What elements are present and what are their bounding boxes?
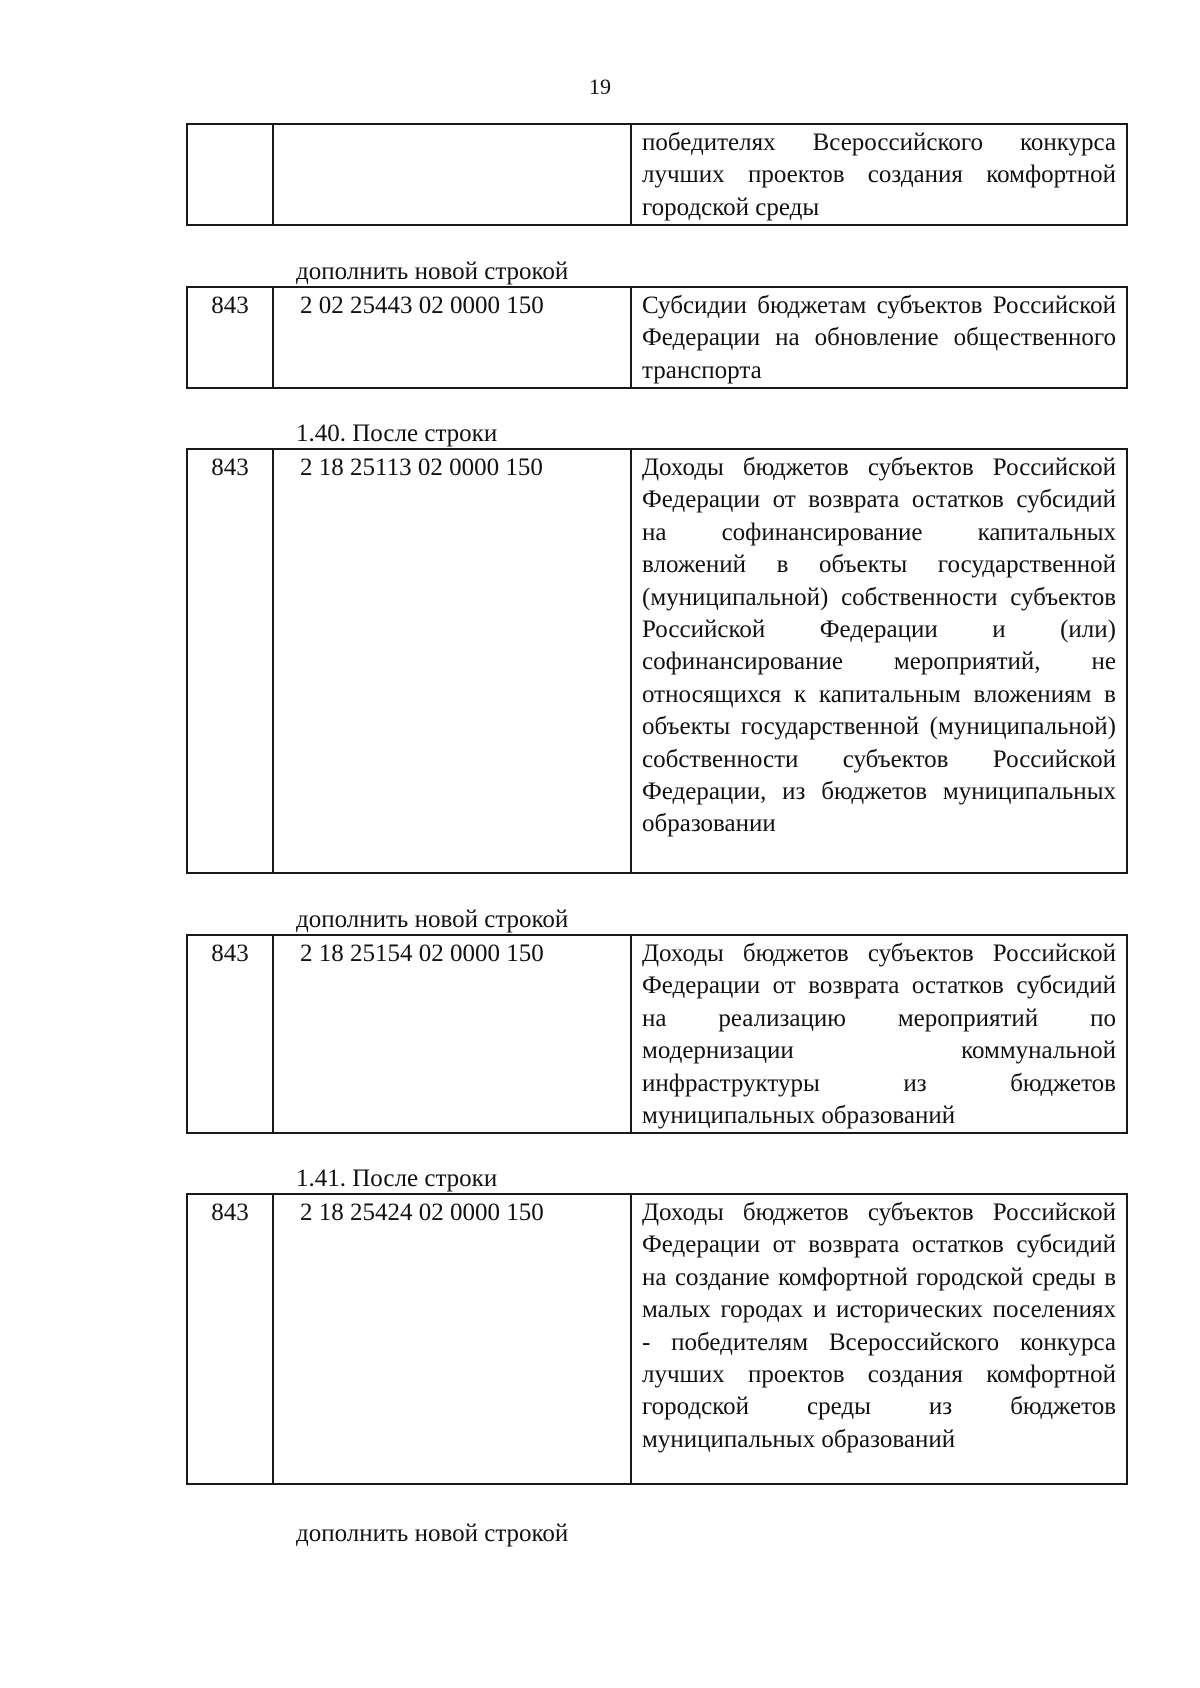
kbk-code-cell: 2 18 25154 02 0000 150 (273, 935, 631, 1133)
table-row (187, 449, 1127, 873)
table-row (187, 287, 1127, 388)
table-row (187, 1194, 1127, 1484)
description-cell: Доходы бюджетов субъектов Российской Федерации от возврата остатков субсидий на реализацию мероприятий по модернизации коммунальной инфраструктуры из бюджетов муниципальных образований (631, 935, 1127, 1133)
admin-code-cell (187, 124, 273, 225)
admin-code-cell: 843 (187, 449, 273, 873)
budget-table-transport (186, 286, 1128, 389)
description-cell: Субсидии бюджетам субъектов Российской Федерации на обновление общественного транспорта (631, 287, 1127, 388)
admin-code-cell: 843 (187, 1194, 273, 1484)
admin-code-cell: 843 (187, 287, 273, 388)
budget-table-capital-investments (186, 448, 1128, 874)
instruction-caption: дополнить новой строкой (296, 258, 569, 285)
instruction-caption: дополнить новой строкой (296, 906, 569, 933)
table-row (187, 935, 1127, 1133)
table-row (187, 124, 1127, 225)
budget-table-continuation (186, 123, 1128, 226)
budget-table-urban-environment (186, 1193, 1128, 1485)
kbk-code-cell: 2 18 25424 02 0000 150 (273, 1194, 631, 1484)
kbk-code-cell (273, 124, 631, 225)
kbk-code-cell: 2 18 25113 02 0000 150 (273, 449, 631, 873)
description-cell: Доходы бюджетов субъектов Российской Федерации от возврата остатков субсидий на создание комфортной городской среды в малых городах и исторических поселениях - победителям Всероссийского конкурса лучших проектов создания комфортной городской среды из бюджетов муниципальных образований (631, 1194, 1127, 1484)
final-instruction-caption: дополнить новой строкой (296, 1520, 569, 1547)
section-caption-1-40: 1.40. После строки (296, 420, 498, 447)
section-caption-1-41: 1.41. После строки (296, 1165, 498, 1192)
description-cell: победителях Всероссийского конкурса лучших проектов создания комфортной городской среды (631, 124, 1127, 225)
page-number: 19 (589, 74, 611, 99)
kbk-code-cell: 2 02 25443 02 0000 150 (273, 287, 631, 388)
description-cell: Доходы бюджетов субъектов Российской Федерации от возврата остатков субсидий на софинансирование капитальных вложений в объекты государственной (муниципальной) собственности субъектов Российской Федерации и (или) софинансирование мероприятий, не относящихся к капитальным вложениям в объекты государственной (муниципальной) собственности субъектов Российской Федерации, из бюджетов муниципальных образовании (631, 449, 1127, 873)
admin-code-cell: 843 (187, 935, 273, 1133)
budget-table-utilities (186, 934, 1128, 1134)
